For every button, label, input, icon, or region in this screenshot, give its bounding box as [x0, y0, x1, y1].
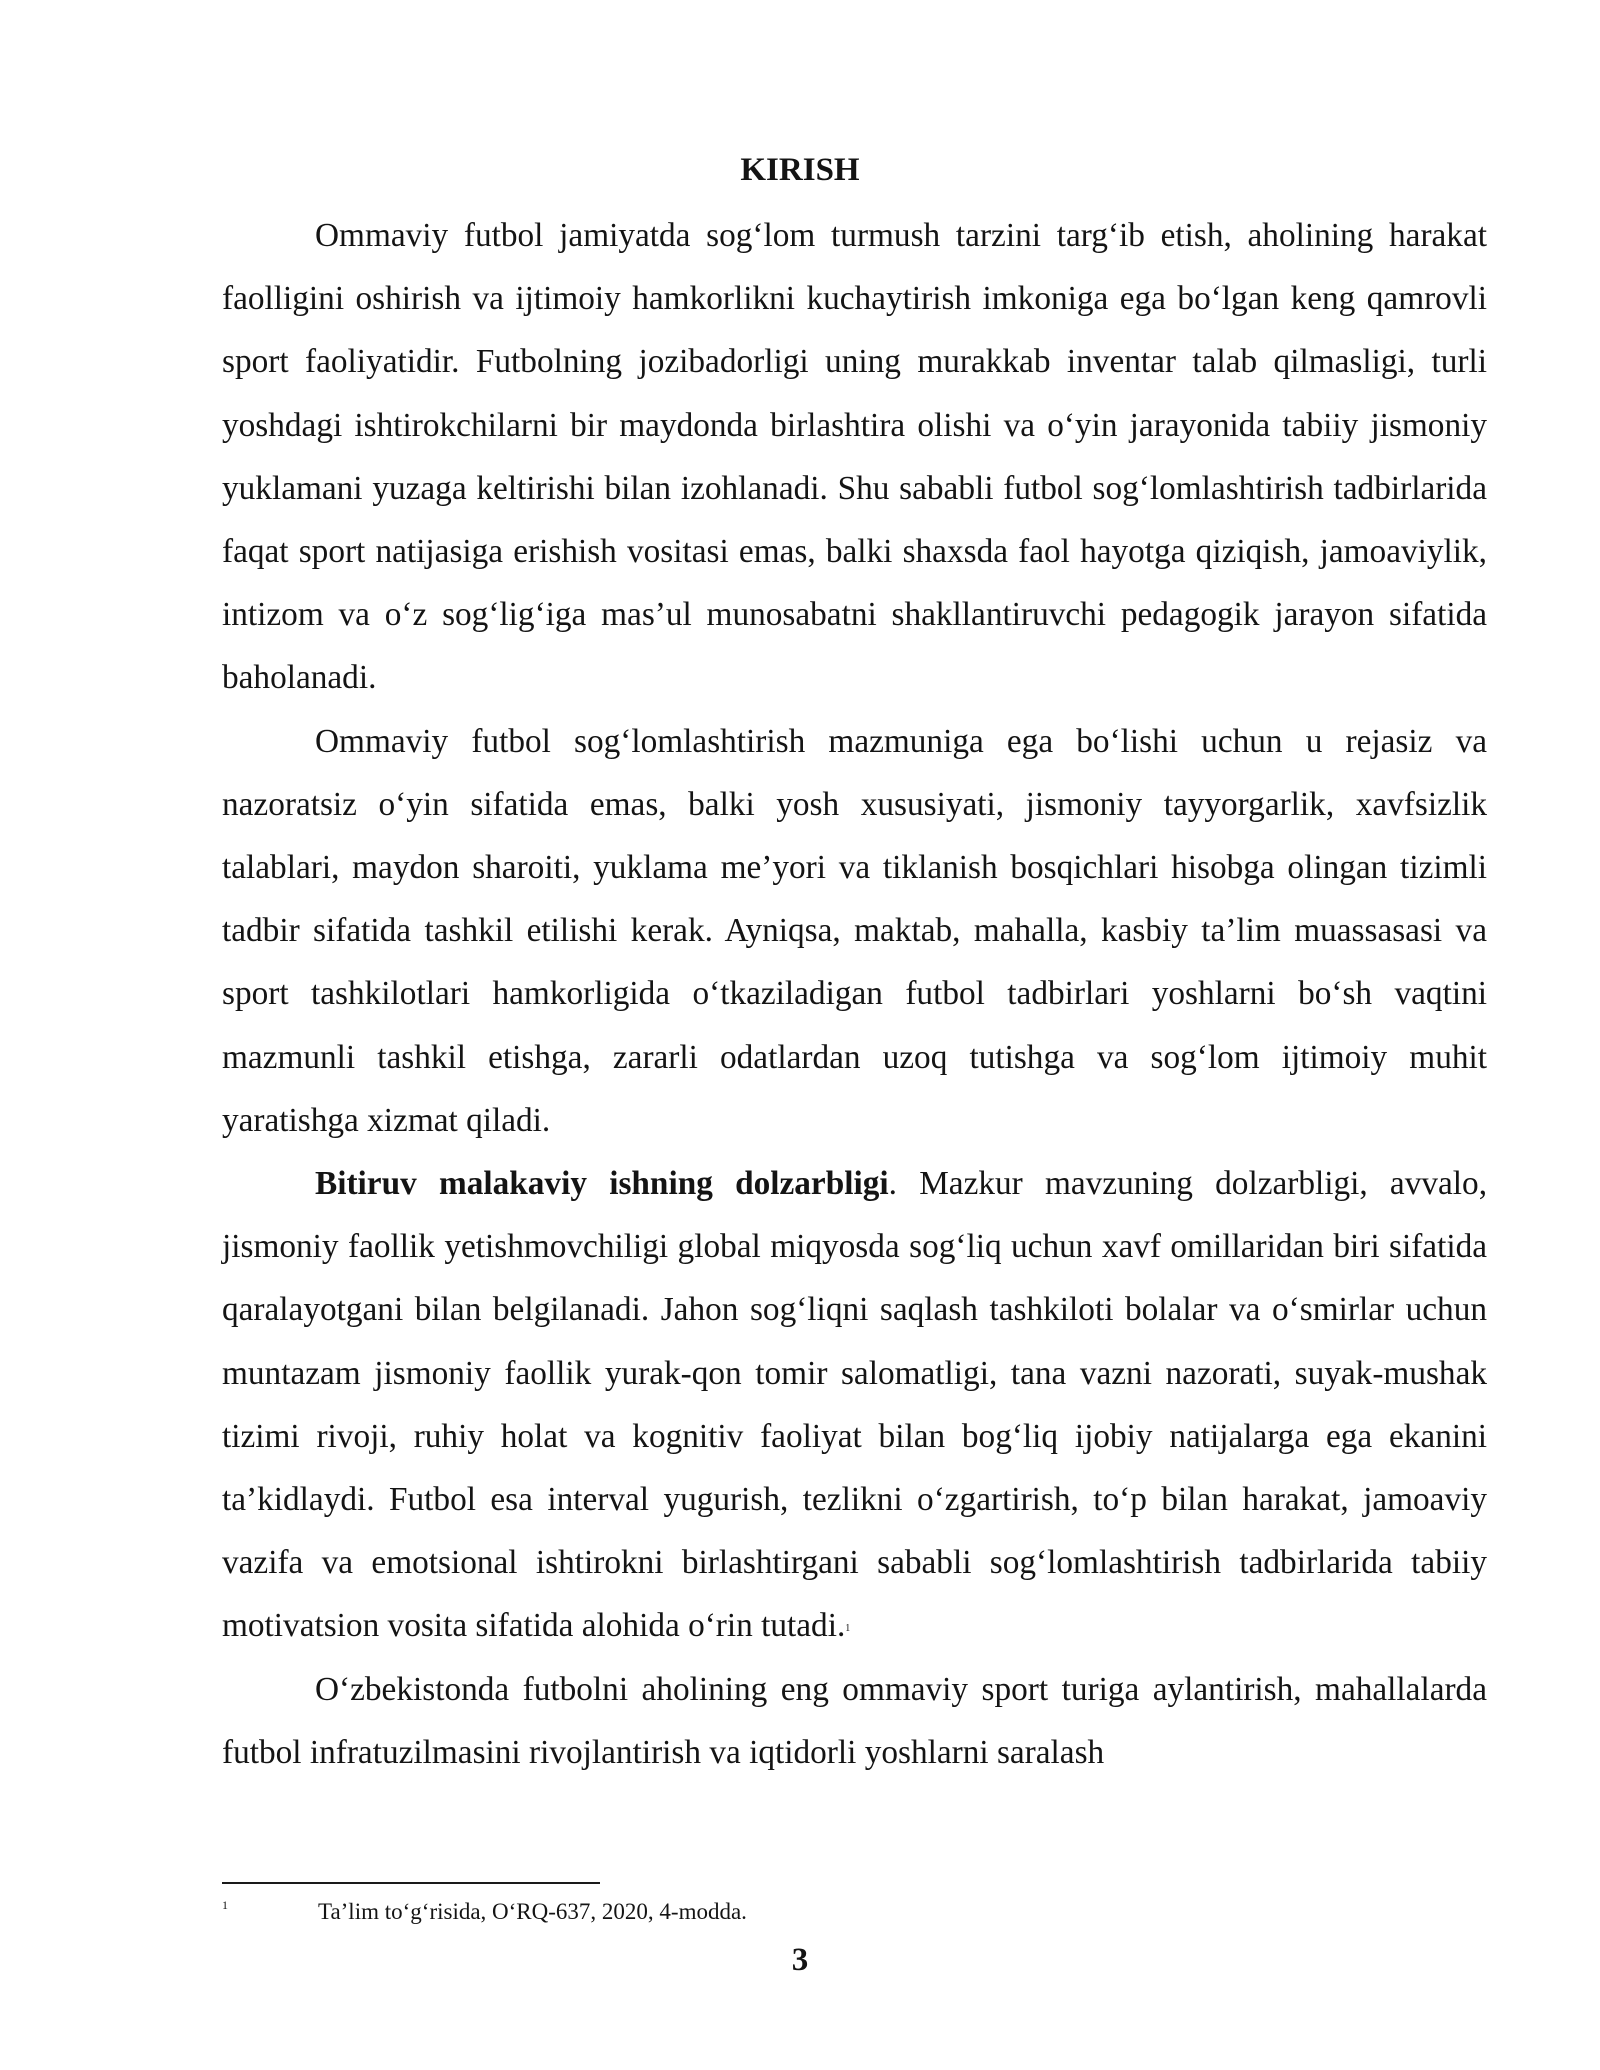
footnote-separator [222, 1882, 600, 1884]
relevance-heading: Bitiruv malakaviy ishning dolzarbligi [315, 1165, 889, 1203]
page-title: KIRISH [740, 152, 860, 188]
paragraph-relevance [222, 1152, 1487, 1658]
footnote-reference[interactable]: 1 [845, 1623, 851, 1635]
footnote-mark: 1 [222, 1898, 228, 1912]
page-number: 3 [791, 1942, 809, 1978]
footnote-text: Ta’lim to‘g‘risida, O‘RQ-637, 2020, 4-modda. [318, 1899, 747, 1924]
relevance-text: . Mazkur mavzuning dolzarbligi, avvalo, jismoniy faollik yetishmovchiligi global miqyosda sog‘liq uchun xavf omillaridan biri sifatida qaralayotgani bilan belgilanadi. Jahon sog‘liqni saqlash tashkiloti bolalar va o‘smirlar uchun muntazam jismoniy faollik yurak-qon tomir salomatligi, tana vazni nazorati, suyak-mushak tizimi rivoji, ruhiy holat va kognitiv faoliyat bilan bog‘liq ijobiy natijalarga ega ekanini ta’kidlaydi. Futbol esa interval yugurish, tezlikni o‘zgartirish, to‘p bilan harakat, jamoaviy vazifa va emotsional ishtirokni birlashtirgani sababli sog‘lomlashtirish tadbirlarida tabiiy motivatsion vosita sifatida alohida o‘rin tutadi. [222, 1165, 1488, 1645]
paragraph-organization: Ommaviy futbol sog‘lomlashtirish mazmuniga ega bo‘lishi uchun u rejasiz va nazoratsiz o‘yin sifatida emas, balki yosh xususiyati, jismoniy tayyorgarlik, xavfsizlik talablari, maydon sharoiti, yuklama me’yori va tiklanish bosqichlari hisobga olingan tizimli tadbir sifatida tashkil etilishi kerak. Ayniqsa, maktab, mahalla, kasbiy ta’lim muassasasi va sport tashkilotlari hamkorligida o‘tkaziladigan futbol tadbirlari yoshlarni bo‘sh vaqtini mazmunli tashkil etishga, zararli odatlardan uzoq tutishga va sog‘lom ijtimoiy muhit yaratishga xizmat qiladi. [222, 722, 1487, 1139]
paragraph-uzbekistan: O‘zbekistonda futbolni aholining eng ommaviy sport turiga aylantirish, mahallalarda futbol infratuzilmasini rivojlantirish va iqtidorli yoshlarni saralash [222, 1670, 1487, 1771]
paragraph-introduction: Ommaviy futbol jamiyatda sog‘lom turmush tarzini targ‘ib etish, aholining harakat faolligini oshirish va ijtimoiy hamkorlikni kuchaytirish imkoniga ega bo‘lgan keng qamrovli sport faoliyatidir. Futbolning jozibadorligi uning murakkab inventar talab qilmasligi, turli yoshdagi ishtirokchilarni bir maydonda birlashtira olishi va o‘yin jarayonida tabiiy jismoniy yuklamani yuzaga keltirishi bilan izohlanadi. Shu sababli futbol sog‘lomlashtirish tadbirlarida faqat sport natijasiga erishish vositasi emas, balki shaxsda faol hayotga qiziqish, jamoaviylik, intizom va o‘z sog‘lig‘iga mas’ul munosabatni shakllantiruvchi pedagogik jarayon sifatida baholanadi. [222, 217, 1487, 697]
body-text [222, 204, 1487, 1784]
